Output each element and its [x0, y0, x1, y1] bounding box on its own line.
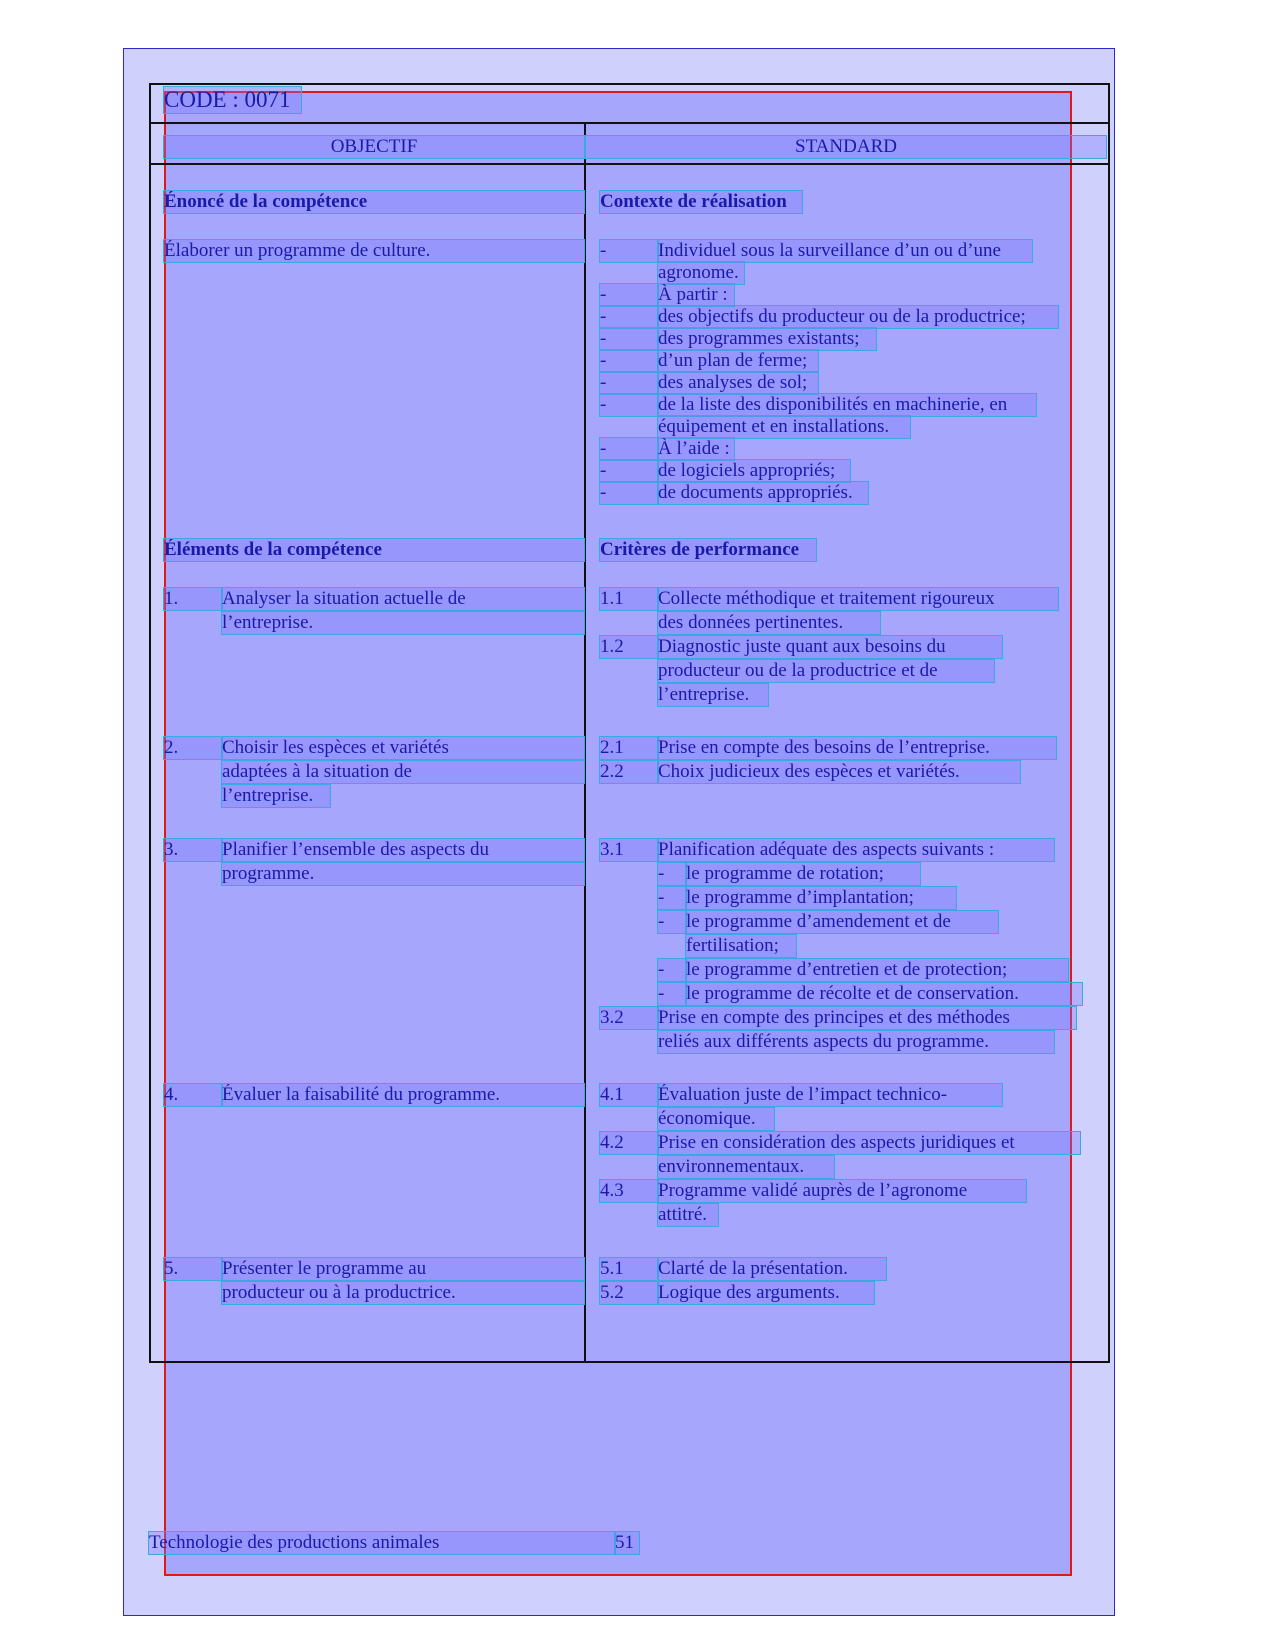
criterion-number: 2.2 — [600, 761, 658, 783]
criterion-sub-text: le programme de rotation; — [686, 863, 920, 885]
contexte-item: de documents appropriés. — [658, 482, 868, 504]
element-text: Analyser la situation actuelle de — [222, 588, 584, 610]
element-text: Présenter le programme au — [222, 1258, 584, 1280]
header-objectif: OBJECTIF — [164, 136, 584, 158]
enonce-text: Élaborer un programme de culture. — [164, 240, 584, 262]
table-header-top-border — [149, 122, 1110, 124]
contexte-sub-bullet: - — [600, 482, 658, 504]
criterion-number: 3.1 — [600, 839, 658, 861]
footer-title: Technologie des productions animales — [149, 1532, 615, 1554]
header-standard: STANDARD — [586, 136, 1106, 158]
table-right-border — [1108, 83, 1110, 1363]
criterion-number: 5.2 — [600, 1282, 658, 1304]
contexte-item: À partir : — [658, 284, 734, 306]
element-text: programme. — [222, 863, 584, 885]
criterion-number: 4.2 — [600, 1132, 658, 1154]
table-column-divider — [584, 122, 586, 1363]
element-text: Choisir les espèces et variétés — [222, 737, 584, 759]
criterion-sub-text: le programme d’entretien et de protection; — [686, 959, 1068, 981]
criterion-text: Évaluation juste de l’impact technico- — [658, 1084, 1002, 1106]
element-text: l’entreprise. — [222, 785, 330, 807]
criterion-text: attitré. — [658, 1204, 718, 1226]
contexte-item: À l’aide : — [658, 438, 734, 460]
contexte-bullet: - — [600, 284, 658, 306]
criterion-text: Clarté de la présentation. — [658, 1258, 886, 1280]
criterion-text: économique. — [658, 1108, 774, 1130]
contexte-sub-bullet: - — [600, 328, 658, 350]
contexte-sub-bullet: - — [600, 372, 658, 394]
page-number: 51 — [615, 1532, 639, 1554]
criteres-heading: Critères de performance — [600, 539, 816, 561]
criterion-text: Prise en compte des besoins de l’entreprise. — [658, 737, 1056, 759]
contexte-bullet: - — [600, 438, 658, 460]
criterion-number: 1.1 — [600, 588, 658, 610]
contexte-item: des objectifs du producteur ou de la productrice; — [658, 306, 1058, 328]
contexte-sub-bullet: - — [600, 306, 658, 328]
criterion-text: des données pertinentes. — [658, 612, 880, 634]
table-header-bottom-border — [149, 163, 1110, 165]
criterion-text: environnementaux. — [658, 1156, 834, 1178]
criterion-text: Programme validé auprès de l’agronome — [658, 1180, 1026, 1202]
contexte-item: des programmes existants; — [658, 328, 876, 350]
criterion-text: Planification adéquate des aspects suivants : — [658, 839, 1054, 861]
criterion-text: Choix judicieux des espèces et variétés. — [658, 761, 1020, 783]
criterion-sub-bullet: - — [658, 887, 686, 909]
element-number: 1. — [164, 588, 222, 610]
criterion-number: 4.1 — [600, 1084, 658, 1106]
criterion-text: Collecte méthodique et traitement rigoureux — [658, 588, 1058, 610]
criterion-number: 2.1 — [600, 737, 658, 759]
criterion-sub-text: le programme de récolte et de conservation. — [686, 983, 1082, 1005]
contexte-item: de logiciels appropriés; — [658, 460, 850, 482]
criterion-text: Prise en considération des aspects juridiques et — [658, 1132, 1080, 1154]
criterion-number: 1.2 — [600, 636, 658, 658]
criterion-sub-bullet: - — [658, 959, 686, 981]
enonce-heading: Énoncé de la compétence — [164, 191, 584, 213]
element-text: Planifier l’ensemble des aspects du — [222, 839, 584, 861]
criterion-sub-bullet: - — [658, 983, 686, 1005]
criterion-number: 5.1 — [600, 1258, 658, 1280]
criterion-sub-text: fertilisation; — [686, 935, 796, 957]
criterion-number: 3.2 — [600, 1007, 658, 1029]
criterion-text: Prise en compte des principes et des méthodes — [658, 1007, 1076, 1029]
contexte-bullet: - — [600, 240, 658, 262]
contexte-item: Individuel sous la surveillance d’un ou d’une — [658, 240, 1032, 262]
criterion-text: reliés aux différents aspects du programme. — [658, 1031, 1054, 1053]
criterion-text: Diagnostic juste quant aux besoins du — [658, 636, 1002, 658]
element-number: 3. — [164, 839, 222, 861]
criterion-text: Logique des arguments. — [658, 1282, 874, 1304]
contexte-sub-bullet: - — [600, 460, 658, 482]
elements-heading: Éléments de la compétence — [164, 539, 584, 561]
element-text: Évaluer la faisabilité du programme. — [222, 1084, 584, 1106]
contexte-item: d’un plan de ferme; — [658, 350, 818, 372]
criterion-sub-bullet: - — [658, 911, 686, 933]
contexte-item: de la liste des disponibilités en machinerie, en — [658, 394, 1036, 416]
table-top-border — [149, 83, 1110, 85]
criterion-number: 4.3 — [600, 1180, 658, 1202]
table-bottom-border — [149, 1361, 1110, 1363]
element-text: adaptées à la situation de — [222, 761, 584, 783]
element-text: producteur ou à la productrice. — [222, 1282, 584, 1304]
criterion-sub-text: le programme d’implantation; — [686, 887, 956, 909]
contexte-heading: Contexte de réalisation — [600, 191, 802, 213]
criterion-text: l’entreprise. — [658, 684, 768, 706]
contexte-item: agronome. — [658, 262, 744, 284]
table-left-border — [149, 83, 151, 1363]
element-text: l’entreprise. — [222, 612, 584, 634]
contexte-sub-bullet: - — [600, 350, 658, 372]
contexte-item: équipement et en installations. — [658, 416, 910, 438]
contexte-item: des analyses de sol; — [658, 372, 818, 394]
element-number: 2. — [164, 737, 222, 759]
element-number: 5. — [164, 1258, 222, 1280]
competence-code: CODE : 0071 — [164, 87, 301, 113]
contexte-sub-bullet: - — [600, 394, 658, 416]
element-number: 4. — [164, 1084, 222, 1106]
criterion-text: producteur ou de la productrice et de — [658, 660, 994, 682]
criterion-sub-text: le programme d’amendement et de — [686, 911, 998, 933]
criterion-sub-bullet: - — [658, 863, 686, 885]
